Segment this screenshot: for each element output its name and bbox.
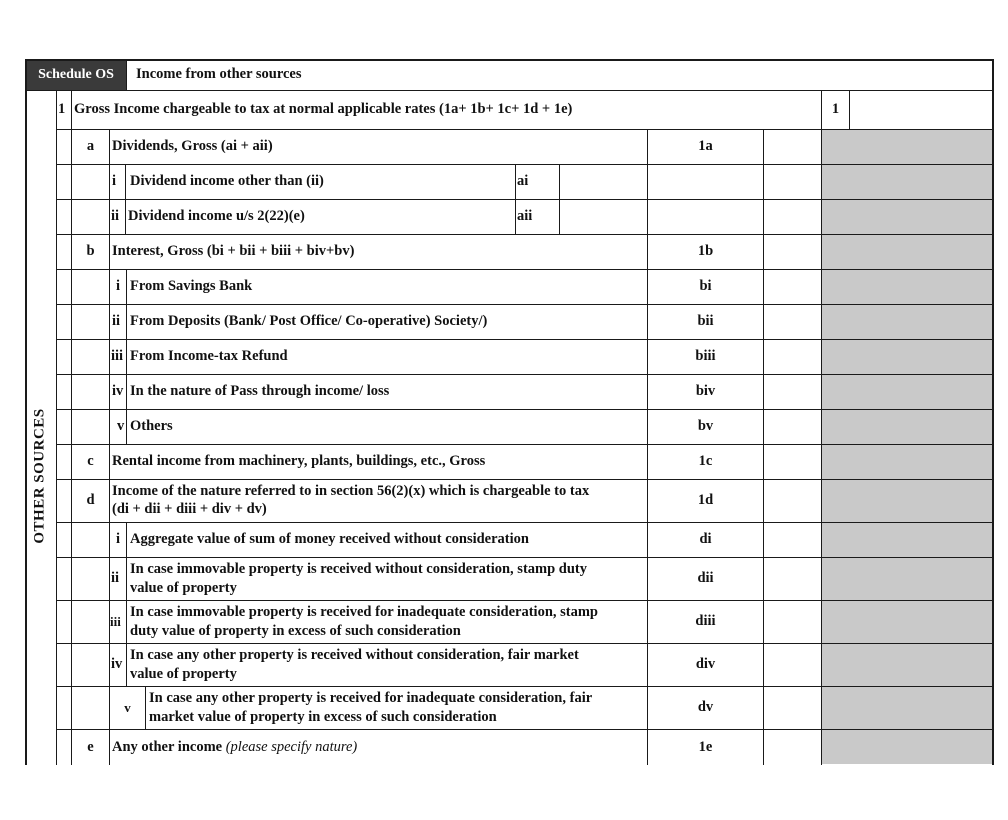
shaded-cell-bv — [822, 410, 992, 445]
row-di-code: di — [699, 531, 712, 547]
row-diii-roman: iii — [110, 614, 121, 629]
row-d-label-line2: (di + dii + diii + div + dv) — [112, 501, 267, 517]
row-bii-code: bii — [697, 313, 714, 329]
row-diii-code: diii — [695, 613, 716, 629]
hline — [56, 129, 993, 130]
row-d-label-line1: Income of the nature referred to in section 56(2)(x) which is chargeable to tax — [112, 483, 590, 499]
shaded-cell-1c — [822, 445, 992, 480]
row-ai-amount-field[interactable] — [560, 165, 647, 199]
vline — [821, 90, 822, 765]
row-c-letter: c — [87, 453, 94, 469]
shaded-cell-bi — [822, 270, 992, 305]
hline — [56, 269, 993, 270]
row-bv-roman: v — [117, 418, 125, 434]
row-dv-label-line1: In case any other property is received for inadequate consideration, fair — [149, 690, 593, 706]
row-dii-label-line2: value of property — [130, 580, 237, 596]
row-1-code: 1 — [831, 101, 840, 117]
row-dv-label-line2: market value of property in excess of such consideration — [149, 709, 497, 725]
shaded-cell-ai — [822, 165, 992, 200]
row-1-label: Gross Income chargeable to tax at normal applicable rates (1a+ 1b+ 1c+ 1d + 1e) — [74, 101, 573, 117]
row-div-label-line1: In case any other property is received without consideration, fair market — [130, 647, 579, 663]
row-bii-amount-field[interactable] — [764, 305, 821, 339]
row-dv-roman: v — [124, 700, 131, 715]
hline — [56, 557, 993, 558]
shaded-cell-1e — [822, 730, 992, 764]
row-dv-code: dv — [697, 699, 714, 715]
hline — [56, 234, 993, 235]
vline — [992, 59, 994, 765]
row-ai-label: Dividend income other than (ii) — [130, 173, 324, 189]
row-number-1: 1 — [58, 101, 66, 117]
shaded-cell-di — [822, 523, 992, 558]
row-b-code: 1b — [697, 243, 714, 259]
hline — [56, 522, 993, 523]
row-div-code: div — [695, 656, 716, 672]
vline — [71, 90, 72, 765]
row-e-label-note: (please specify nature) — [225, 739, 358, 755]
row-dii-code: dii — [697, 570, 714, 586]
row-b-letter: b — [86, 243, 95, 259]
row-b-label: Interest, Gross (bi + bii + biii + biv+bv) — [112, 243, 355, 259]
row-diii-label-line1: In case immovable property is received for inadequate consideration, stamp — [130, 604, 599, 620]
row-bv-code: bv — [697, 418, 714, 434]
row-div-amount-field[interactable] — [764, 644, 821, 686]
row-biv-label: In the nature of Pass through income/ loss — [130, 383, 390, 399]
hline — [56, 600, 993, 601]
vline — [126, 59, 127, 90]
hline — [56, 643, 993, 644]
row-bii-roman: ii — [112, 313, 121, 329]
hline — [56, 444, 993, 445]
row-diii-label-line2: duty value of property in excess of such consideration — [130, 623, 461, 639]
row-dii-roman: ii — [111, 570, 120, 586]
row-ai-roman: i — [112, 173, 117, 189]
row-c-label: Rental income from machinery, plants, buildings, etc., Gross — [112, 453, 486, 469]
shaded-cell-aii — [822, 200, 992, 235]
hline — [56, 479, 993, 480]
row-bi-label: From Savings Bank — [130, 278, 253, 294]
row-d-amount-field[interactable] — [764, 480, 821, 522]
row-dii-amount-field[interactable] — [764, 558, 821, 600]
hline — [56, 374, 993, 375]
row-dv-amount-field[interactable] — [764, 687, 821, 729]
vline — [126, 522, 127, 686]
row-aii-label: Dividend income u/s 2(22)(e) — [128, 208, 305, 224]
row-aii-roman: ii — [111, 208, 120, 224]
schedule-code: Schedule OS — [38, 67, 114, 82]
row-bv-label: Others — [130, 418, 173, 434]
shaded-cell-biv — [822, 375, 992, 410]
row-aii-code: aii — [517, 208, 533, 224]
row-a-letter: a — [86, 138, 95, 154]
row-diii-amount-field[interactable] — [764, 601, 821, 643]
hline — [56, 339, 993, 340]
row-di-amount-field[interactable] — [764, 523, 821, 557]
vline — [56, 90, 57, 765]
side-label-other-sources: OTHER SOURCES — [31, 408, 48, 544]
shaded-cell-biii — [822, 340, 992, 375]
row-biii-label: From Income-tax Refund — [130, 348, 288, 364]
row-e-label-group — [112, 739, 357, 756]
shaded-cell-diii — [822, 601, 992, 644]
hline — [26, 59, 993, 61]
hline — [56, 304, 993, 305]
row-div-label-line2: value of property — [130, 666, 237, 682]
row-biii-roman: iii — [111, 348, 124, 364]
hline — [56, 164, 993, 165]
hline — [56, 729, 993, 730]
vline — [515, 164, 516, 234]
row-aii-amount-field[interactable] — [560, 200, 647, 234]
shaded-cell-1a — [822, 130, 992, 165]
row-biv-amount-field[interactable] — [764, 375, 821, 409]
row-d-letter: d — [86, 492, 95, 508]
row-biv-code: biv — [695, 383, 716, 399]
row-c-amount-field[interactable] — [764, 445, 821, 479]
row-bi-roman: i — [116, 278, 121, 294]
vline — [126, 269, 127, 444]
row-e-code: 1e — [698, 739, 713, 755]
row-e-label: Any other income — [112, 739, 223, 755]
vline — [145, 686, 146, 729]
shaded-cell-bii — [822, 305, 992, 340]
row-bi-amount-field[interactable] — [764, 270, 821, 304]
row-di-label: Aggregate value of sum of money received without consideration — [130, 531, 529, 547]
shaded-cell-1b — [822, 235, 992, 270]
row-dii-label-line1: In case immovable property is received without consideration, stamp duty — [130, 561, 588, 577]
row-bv-amount-field[interactable] — [764, 410, 821, 444]
row-b-amount-field[interactable] — [764, 235, 821, 269]
vline — [25, 59, 27, 765]
row-biii-code: biii — [695, 348, 716, 364]
hline — [56, 199, 993, 200]
row-d-code: 1d — [697, 492, 714, 508]
shaded-cell-1d — [822, 480, 992, 523]
hline — [26, 90, 993, 91]
row-di-roman: i — [116, 531, 121, 547]
hline — [56, 686, 993, 687]
shaded-cell-dii — [822, 558, 992, 601]
row-1-amount-field[interactable] — [850, 91, 992, 129]
row-div-roman: iv — [111, 656, 123, 672]
row-a-code: 1a — [698, 138, 713, 154]
vline — [125, 164, 126, 234]
row-e-letter: e — [87, 739, 94, 755]
row-bii-label: From Deposits (Bank/ Post Office/ Co-operative) Society/) — [130, 313, 488, 329]
row-c-code: 1c — [698, 453, 713, 469]
row-a-label: Dividends, Gross (ai + aii) — [112, 138, 273, 154]
row-a-amount-field[interactable] — [764, 130, 821, 164]
shaded-cell-div — [822, 644, 992, 687]
schedule-title: Income from other sources — [136, 66, 302, 82]
row-biii-amount-field[interactable] — [764, 340, 821, 374]
shaded-cell-dv — [822, 687, 992, 730]
row-ai-code: ai — [517, 173, 529, 189]
row-bi-code: bi — [699, 278, 712, 294]
vline — [109, 129, 110, 765]
row-e-amount-field[interactable] — [764, 730, 821, 764]
row-biv-roman: iv — [112, 383, 124, 399]
hline — [56, 409, 993, 410]
